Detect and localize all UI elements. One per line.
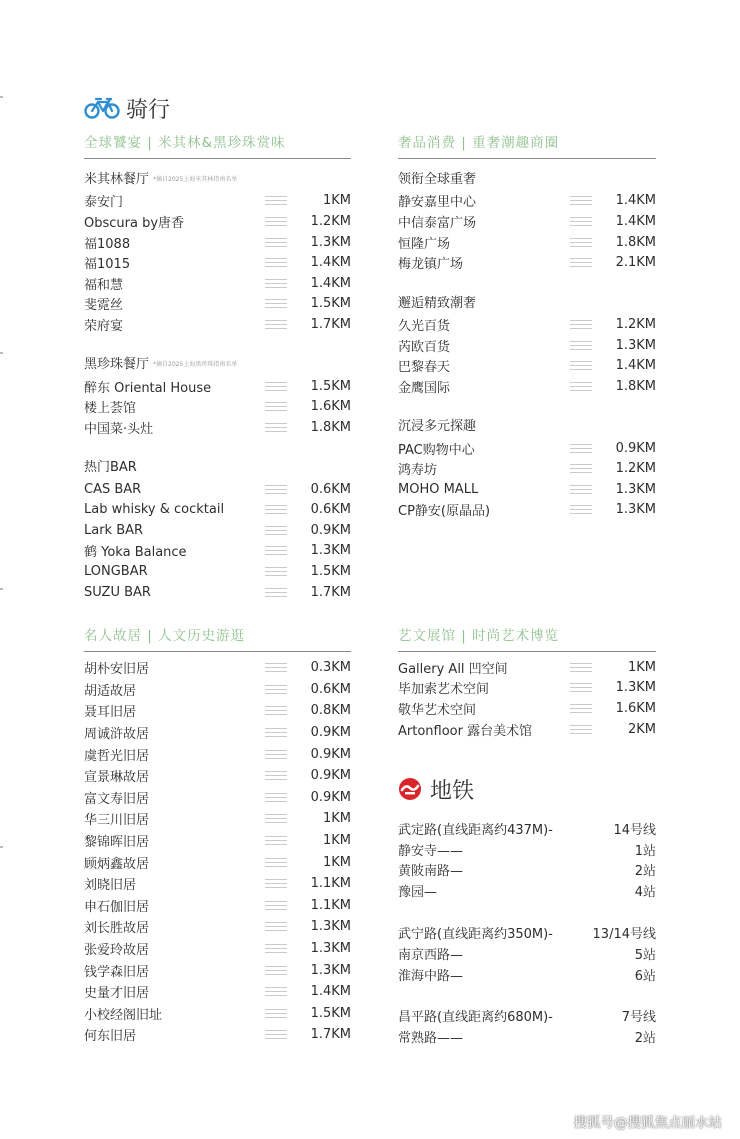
distance-tag-icon: [265, 215, 287, 227]
list-item: 胡朴安旧居 0.3KM: [84, 660, 351, 678]
distance-tag-icon: [265, 504, 287, 516]
metro-stop-row: 淮海中路— 6站: [398, 968, 656, 984]
distance-tag-icon: [265, 195, 287, 207]
edge-mark: [0, 352, 3, 354]
list-item: 钱学森旧居 1.3KM: [84, 962, 351, 980]
list-item: 梅龙镇广场 2.1KM: [398, 255, 656, 273]
list-item: 何东旧居 1.7KM: [84, 1027, 351, 1045]
list-item: Lark BAR 0.9KM: [84, 522, 351, 538]
metro-station-row: 武定路(直线距离约437M)- 14号线: [398, 822, 656, 838]
distance-tag-icon: [265, 748, 287, 760]
list-item: 中国菜·头灶 1.8KM: [84, 419, 351, 437]
list-item: 金鹰国际 1.8KM: [398, 378, 656, 396]
distance-tag-icon: [265, 586, 287, 598]
distance-tag-icon: [265, 662, 287, 674]
list-item: 史量才旧居 1.4KM: [84, 984, 351, 1002]
distance-tag-icon: [265, 483, 287, 495]
list-item: 中信泰富广场 1.4KM: [398, 213, 656, 231]
distance-tag-icon: [570, 195, 592, 207]
distance-tag-icon: [570, 504, 592, 516]
list-item: 鸿寿坊 1.2KM: [398, 461, 656, 479]
metro-title: [398, 772, 474, 806]
group-title: 领衔全球重奢: [398, 172, 477, 187]
list-item: 斐霓丝 1.5KM: [84, 296, 351, 314]
distance-tag-icon: [265, 421, 287, 433]
distance-tag-icon: [265, 298, 287, 310]
list-item: 福1088 1.3KM: [84, 234, 351, 252]
list-item: SUZU BAR 1.7KM: [84, 584, 351, 600]
distance-tag-icon: [570, 483, 592, 495]
list-item: LONGBAR 1.5KM: [84, 564, 351, 580]
distance-tag-icon: [570, 257, 592, 269]
list-item: 醉东 Oriental House 1.5KM: [84, 378, 351, 396]
distance-tag-icon: [265, 257, 287, 269]
list-item: CP静安(原晶品) 1.3KM: [398, 502, 656, 520]
edge-mark: [0, 96, 3, 98]
list-item: Gallery All 凹空间 1KM: [398, 659, 656, 677]
list-item: 黎锦晖旧居 1KM: [84, 833, 351, 851]
distance-tag-icon: [570, 215, 592, 227]
distance-tag-icon: [570, 723, 592, 735]
distance-tag-icon: [265, 545, 287, 557]
distance-tag-icon: [265, 835, 287, 847]
distance-tag-icon: [570, 702, 592, 714]
list-item: 申石伽旧居 1.1KM: [84, 897, 351, 915]
group-title: 黑珍珠餐厅 $^{*摘自2025上海黑珍珠指南名单}$: [84, 357, 238, 373]
distance-tag-icon: [265, 856, 287, 868]
distance-tag-icon: [265, 1029, 287, 1041]
list-item: 周诚浒故居 0.9KM: [84, 725, 351, 743]
list-item: 久光百货 1.2KM: [398, 316, 656, 334]
distance-tag-icon: [265, 705, 287, 717]
metro-station-row: 昌平路(直线距离约680M)- 7号线: [398, 1010, 656, 1026]
residences-section: [84, 627, 351, 1046]
group-title: 邂逅精致潮奢: [398, 295, 477, 311]
distance-tag-icon: [265, 380, 287, 392]
shopping-section: [398, 134, 656, 520]
metro-stop-row: 南京西路— 5站: [398, 947, 656, 963]
distance-tag-icon: [265, 964, 287, 976]
distance-tag-icon: [570, 442, 592, 454]
distance-tag-icon: [570, 339, 592, 351]
edge-mark: [0, 846, 3, 848]
list-item: 顾炳鑫故居 1KM: [84, 854, 351, 872]
group-note: *摘自2025上海米其林指南名单: [153, 176, 238, 183]
distance-tag-icon: [265, 921, 287, 933]
dining-section: [84, 134, 351, 602]
group-title: 沉浸多元探趣: [398, 419, 477, 435]
distance-tag-icon: [265, 791, 287, 803]
distance-tag-icon: [265, 899, 287, 911]
dining-header: 全球饕宴 | 米其林&黑珍珠赏味: [84, 135, 286, 151]
distance-tag-icon: [265, 813, 287, 825]
shopping-header: 奢品消费 | 重奢潮趣商圈: [398, 135, 560, 151]
metro-station-row: 武宁路(直线距离约350M)- 13/14号线: [398, 927, 656, 943]
list-item: 虞哲光旧居 0.9KM: [84, 746, 351, 764]
distance-tag-icon: [265, 943, 287, 955]
distance-tag-icon: [265, 401, 287, 413]
list-item: Obscura by唐香 1.2KM: [84, 213, 351, 231]
distance-tag-icon: [570, 682, 592, 694]
distance-tag-icon: [265, 277, 287, 289]
list-item: Artonfloor 露台美术馆 2KM: [398, 721, 656, 739]
distance-tag-icon: [265, 318, 287, 330]
metro-section: [398, 818, 656, 1047]
distance-tag-icon: [265, 770, 287, 782]
bicycle-icon: [84, 97, 120, 119]
group-title: 热门BAR: [84, 460, 137, 476]
list-item: 胡适故居 0.6KM: [84, 681, 351, 699]
divider: [398, 158, 656, 159]
list-item: 刘晓旧居 1.1KM: [84, 876, 351, 894]
list-item: 福和慧 1.4KM: [84, 275, 351, 293]
list-item: 静安嘉里中心 1.4KM: [398, 193, 656, 211]
list-item: 芮欧百货 1.3KM: [398, 337, 656, 355]
list-item: MOHO MALL 1.3KM: [398, 481, 656, 497]
list-item: PAC购物中心 0.9KM: [398, 440, 656, 458]
list-item: 恒隆广场 1.8KM: [398, 234, 656, 252]
distance-tag-icon: [265, 236, 287, 248]
distance-tag-icon: [265, 524, 287, 536]
divider: [398, 651, 656, 652]
distance-tag-icon: [265, 878, 287, 890]
list-item: 聂耳旧居 0.8KM: [84, 703, 351, 721]
group-note: *摘自2025上海黑珍珠指南名单: [153, 361, 238, 369]
art-header: 艺文展馆 | 时尚艺术博览: [398, 628, 560, 644]
distance-tag-icon: [265, 986, 287, 998]
divider: [84, 651, 351, 652]
list-item: 小校经阁旧址 1.5KM: [84, 1005, 351, 1023]
list-item: 敬华艺术空间 1.6KM: [398, 700, 656, 718]
shanghai-metro-logo-icon: [398, 777, 422, 801]
list-item: 毕加索艺术空间 1.3KM: [398, 680, 656, 698]
distance-tag-icon: [570, 360, 592, 372]
group-title: 米其林餐厅 $^{*摘自2025上海米其林指南名单}$: [84, 172, 238, 187]
metro-stop-row: 常熟路—— 2站: [398, 1031, 656, 1047]
metro-stop-row: 静安寺—— 1站: [398, 843, 656, 859]
metro-title-text: 地铁: [430, 778, 475, 804]
art-section: [398, 627, 656, 739]
distance-tag-icon: [265, 566, 287, 578]
distance-tag-icon: [570, 661, 592, 673]
list-item: 泰安门 1KM: [84, 193, 351, 211]
distance-tag-icon: [570, 380, 592, 392]
distance-tag-icon: [570, 236, 592, 248]
list-item: Lab whisky & cocktail 0.6KM: [84, 502, 351, 518]
list-item: 楼上荟馆 1.6KM: [84, 399, 351, 417]
distance-tag-icon: [265, 683, 287, 695]
watermark: 搜狐号@搜狐焦点丽水站: [573, 1115, 722, 1131]
list-item: 富文寿旧居 0.9KM: [84, 789, 351, 807]
list-item: 荣府宴 1.7KM: [84, 316, 351, 334]
residences-header: 名人故居 | 人文历史游逛: [84, 628, 246, 644]
distance-tag-icon: [265, 727, 287, 739]
cycling-title-text: 骑行: [126, 97, 171, 123]
list-item: 巴黎春天 1.4KM: [398, 358, 656, 376]
distance-tag-icon: [570, 463, 592, 475]
distance-tag-icon: [265, 1007, 287, 1019]
list-item: 宣景琳故居 0.9KM: [84, 768, 351, 786]
list-item: 华三川旧居 1KM: [84, 811, 351, 829]
list-item: 福1015 1.4KM: [84, 255, 351, 273]
list-item: 张爱玲故居 1.3KM: [84, 941, 351, 959]
divider: [84, 158, 351, 159]
cycling-title: [84, 92, 170, 124]
list-item: 刘长胜故居 1.3KM: [84, 919, 351, 937]
list-item: CAS BAR 0.6KM: [84, 481, 351, 497]
metro-stop-row: 黄陂南路— 2站: [398, 864, 656, 880]
distance-tag-icon: [570, 318, 592, 330]
metro-stop-row: 豫园— 4站: [398, 885, 656, 901]
list-item: 鹤 Yoka Balance 1.3KM: [84, 543, 351, 561]
edge-mark: [0, 588, 3, 590]
